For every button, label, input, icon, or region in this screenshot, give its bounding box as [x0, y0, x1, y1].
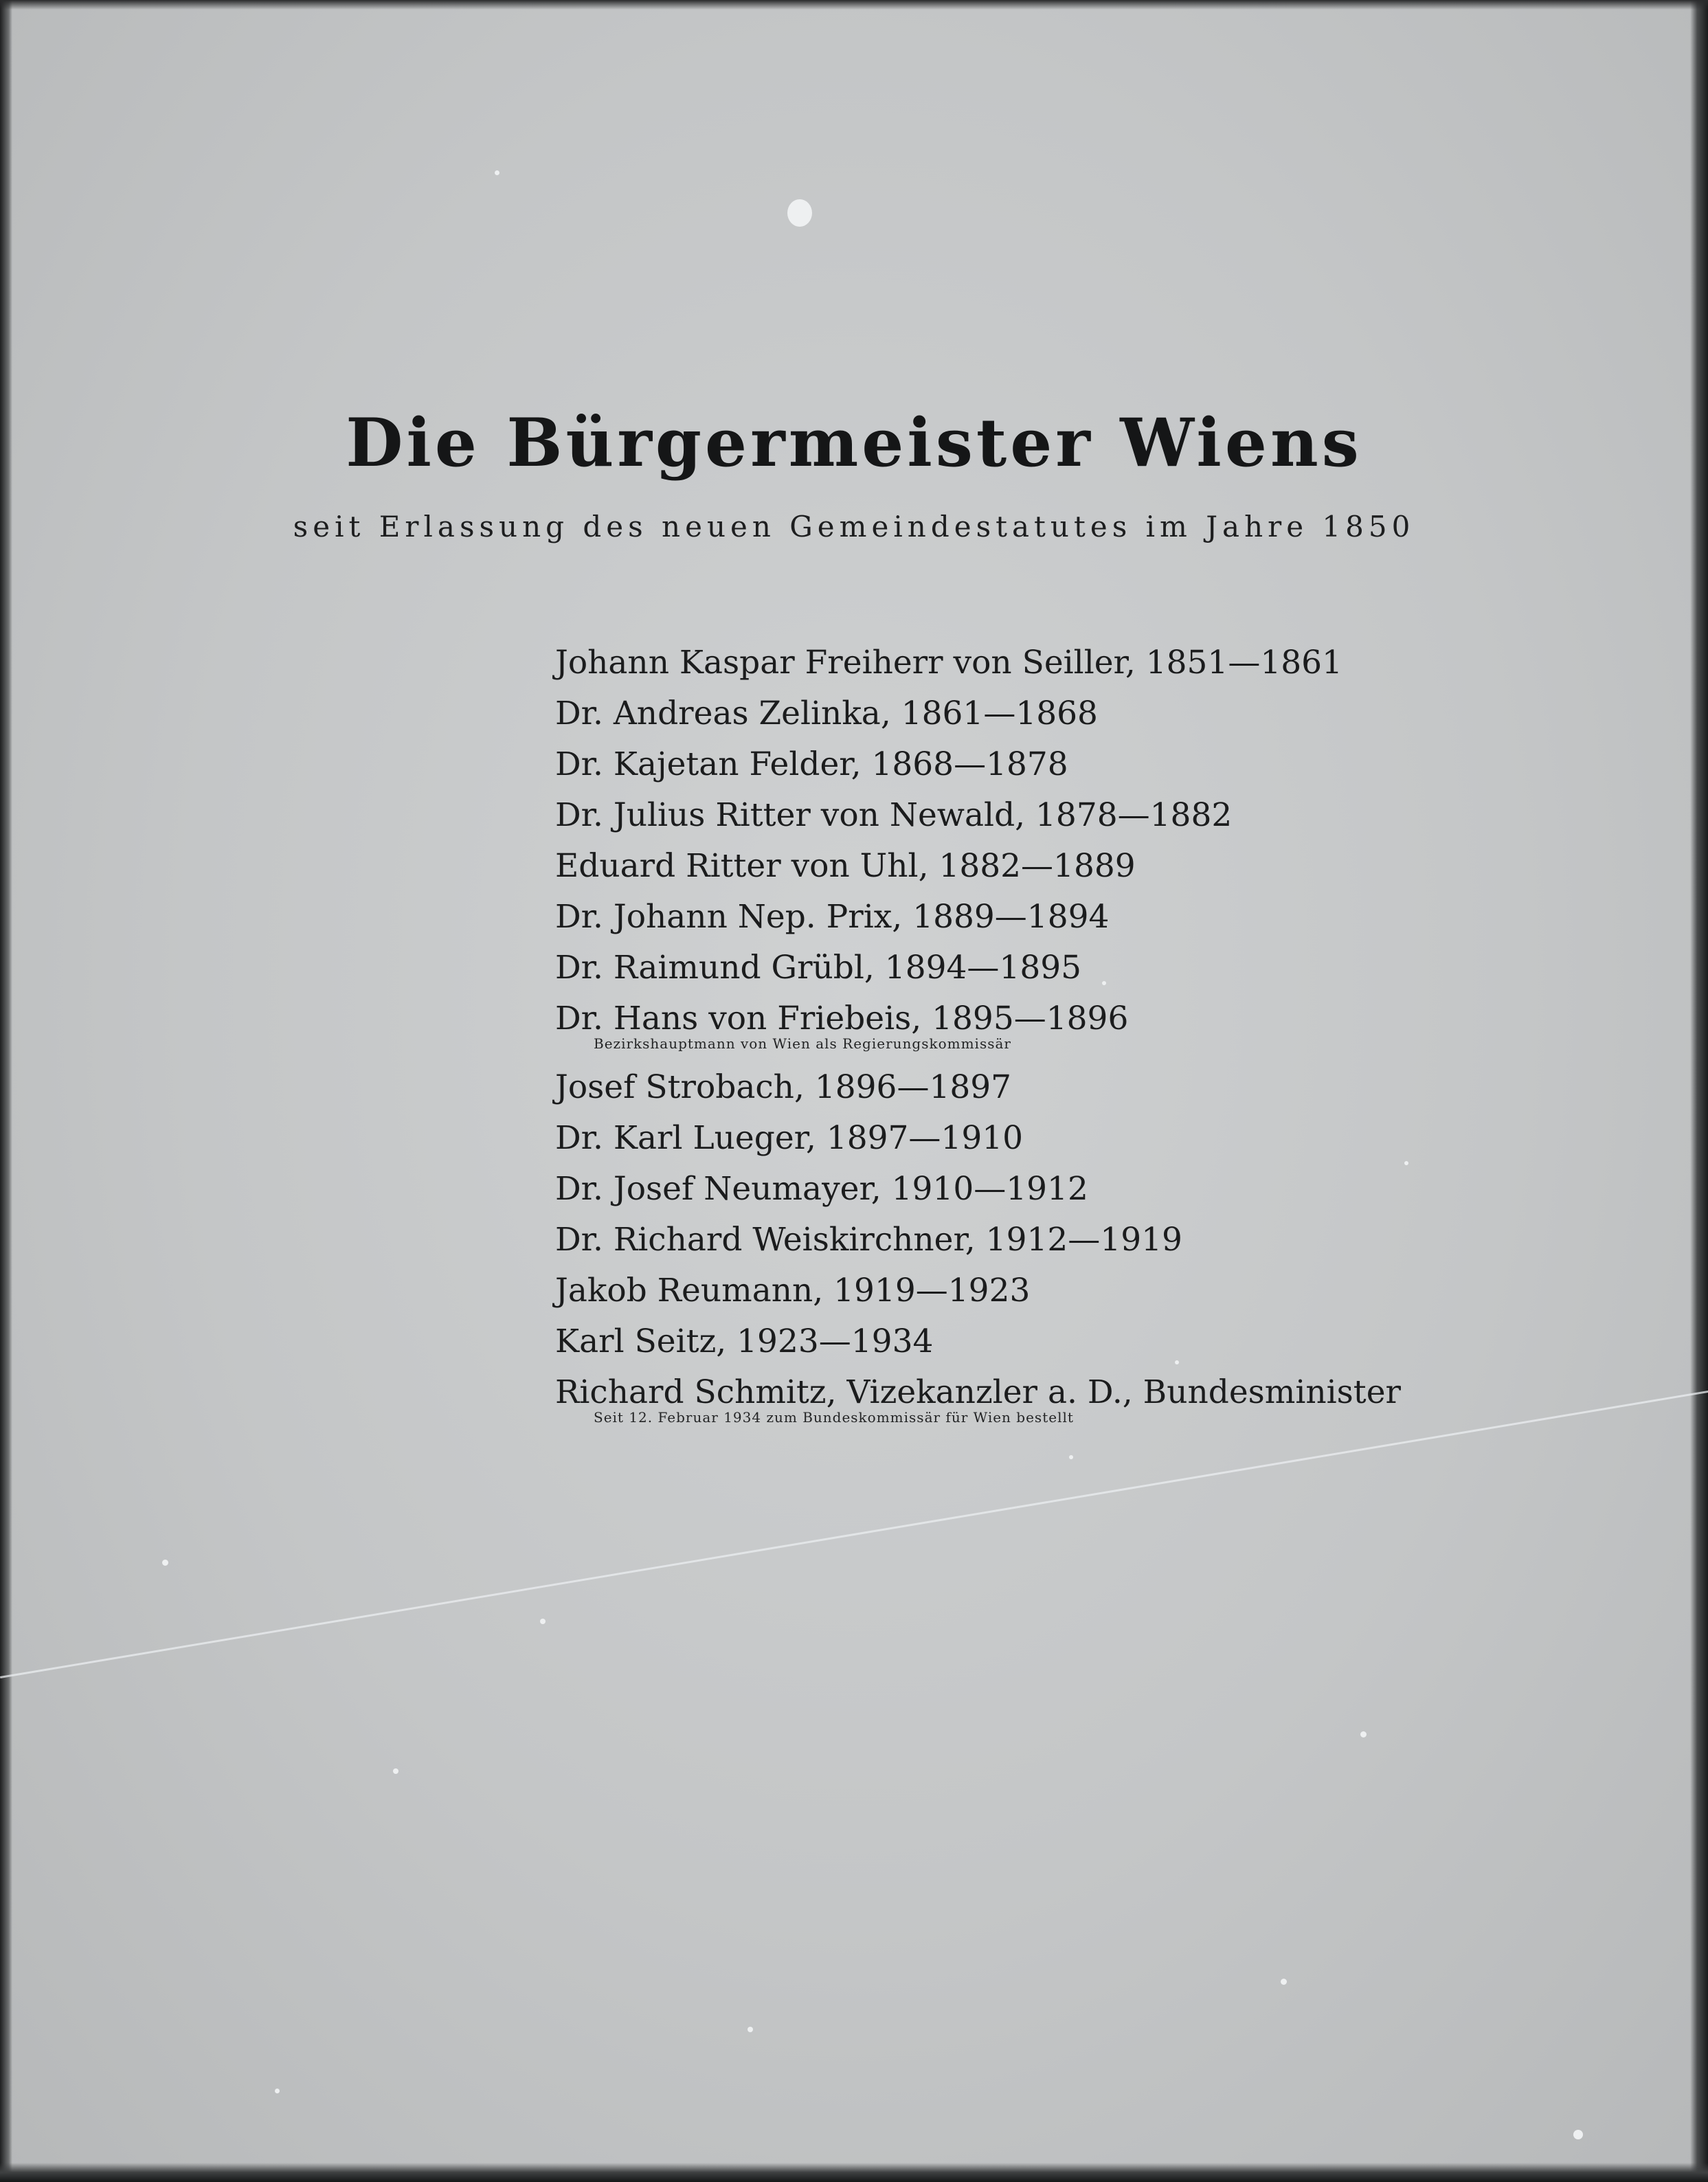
list-item	[555, 1215, 1401, 1266]
list-item	[555, 739, 1401, 790]
mayor-name: Dr. Hans von Friebeis, 1895—1896	[555, 1000, 1129, 1037]
list-item	[555, 1113, 1401, 1164]
mayor-name: Johann Kaspar Freiherr von Seiller, 1851—1861	[555, 644, 1342, 682]
mayor-name: Dr. Julius Ritter von Newald, 1878—1882	[555, 796, 1233, 834]
dust-speck	[393, 1768, 398, 1774]
mayor-name: Karl Seitz, 1923—1934	[555, 1323, 934, 1360]
list-item	[555, 841, 1401, 892]
mayor-name: Dr. Karl Lueger, 1897—1910	[555, 1119, 1024, 1157]
mayor-name: Eduard Ritter von Uhl, 1882—1889	[555, 847, 1136, 885]
mayor-name: Dr. Johann Nep. Prix, 1889—1894	[555, 898, 1110, 936]
list-item	[555, 892, 1401, 943]
page-edge-left	[0, 0, 12, 2182]
dust-speck	[1360, 1731, 1367, 1737]
mayor-note: Bezirkshauptmann von Wien als Regierungskommissär	[594, 1035, 1011, 1052]
page-subtitle: seit Erlassung des neuen Gemeindestatutes im Jahre 1850	[293, 510, 1415, 543]
dust-speck	[162, 1560, 168, 1566]
list-item	[555, 1266, 1401, 1316]
mayor-note: Seit 12. Februar 1934 zum Bundeskommissär für Wien bestellt	[594, 1409, 1074, 1426]
mayor-name: Jakob Reumann, 1919—1923	[555, 1272, 1031, 1309]
dust-speck	[275, 2089, 280, 2093]
list-item	[555, 638, 1401, 688]
page-edge-bottom	[0, 2163, 1708, 2182]
dust-speck	[495, 170, 499, 175]
mayor-name: Dr. Raimund Grübl, 1894—1895	[555, 949, 1082, 987]
list-item	[555, 1367, 1401, 1436]
dust-speck	[1281, 1979, 1287, 1985]
mayor-name: Dr. Kajetan Felder, 1868—1878	[555, 745, 1068, 783]
page-title: Die Bürgermeister Wiens	[346, 404, 1362, 482]
dust-speck	[540, 1619, 546, 1624]
page-edge-right	[1690, 0, 1708, 2182]
mayor-name: Josef Strobach, 1896—1897	[555, 1068, 1012, 1106]
list-item	[555, 943, 1401, 993]
mayor-name: Richard Schmitz, Vizekanzler a. D., Bundesminister	[555, 1373, 1401, 1411]
list-item	[555, 1062, 1401, 1113]
dust-speck	[1573, 2130, 1583, 2139]
dust-speck	[787, 199, 812, 227]
mayor-name: Dr. Andreas Zelinka, 1861—1868	[555, 695, 1098, 732]
list-item	[555, 688, 1401, 739]
mayor-name: Dr. Josef Neumayer, 1910—1912	[555, 1170, 1088, 1208]
list-item	[555, 790, 1401, 841]
list-item	[555, 1316, 1401, 1367]
list-item	[555, 993, 1401, 1062]
mayor-name: Dr. Richard Weiskirchner, 1912—1919	[555, 1221, 1182, 1259]
mayor-list	[555, 638, 1401, 1436]
page-edge-top	[0, 0, 1708, 10]
dust-speck	[748, 2027, 753, 2032]
dust-speck	[1404, 1161, 1408, 1165]
dust-speck	[1069, 1455, 1073, 1459]
list-item	[555, 1164, 1401, 1215]
